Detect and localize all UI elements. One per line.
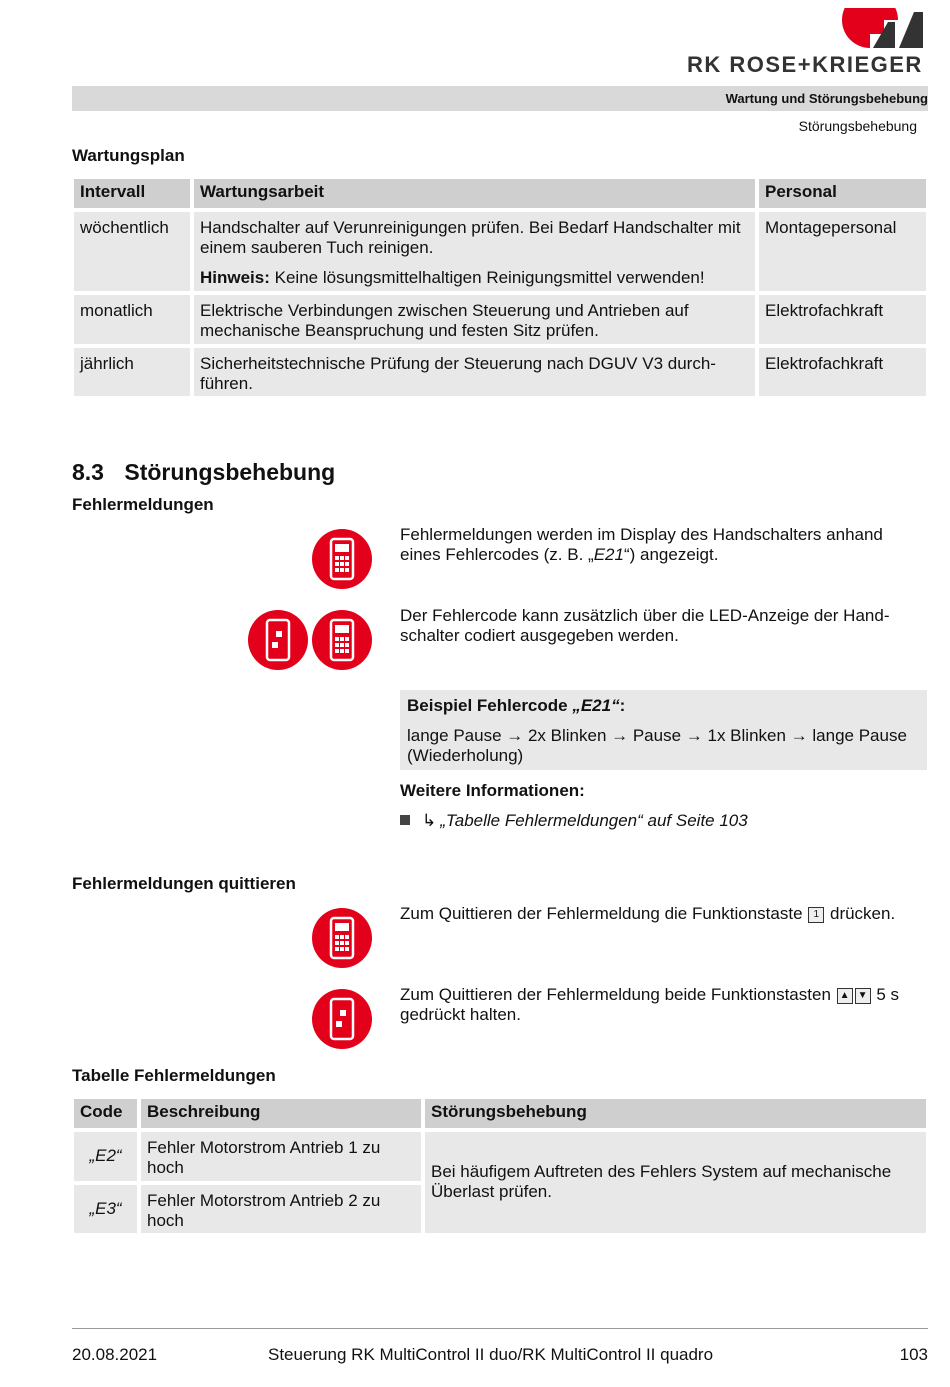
table-cell-work xyxy=(194,212,755,291)
quittieren-text-1 xyxy=(400,904,925,924)
work-text: Handschalter auf Verunreinigungen prüfen. Bei Bedarf Handschalter mit einem sauberen Tuch reinigen. xyxy=(200,218,741,257)
table-header-beschreibung: Beschreibung xyxy=(141,1099,421,1128)
handheld-display-icon xyxy=(311,528,373,590)
table-cell-interval: monatlich xyxy=(74,295,190,344)
table-cell-work: Sicherheitstechnische Prüfung der Steuerung nach DGUV V3 durch-führen. xyxy=(194,348,755,396)
table-cell-code: „E2“ xyxy=(74,1132,137,1181)
section-title: Störungsbehebung xyxy=(124,459,336,485)
handheld-display-icon xyxy=(311,907,373,969)
handheld-led-icon xyxy=(247,609,309,671)
more-info-item xyxy=(400,811,920,831)
table-header-stoerungsbehebung: Störungsbehebung xyxy=(425,1099,926,1128)
display-text xyxy=(400,525,920,565)
display-text-a: Fehlermeldungen werden im Display des Handschalters anhand eines Fehlercodes (z. B. „ xyxy=(400,525,883,564)
quittieren-text-2 xyxy=(400,985,925,1025)
header-subsection: Störungsbehebung xyxy=(798,118,917,134)
header-section: Wartung und Störungsbehebung xyxy=(725,91,928,106)
table-header-wartungsarbeit: Wartungsarbeit xyxy=(194,179,755,208)
note-label: Hinweis: xyxy=(200,268,270,287)
link-arrow-icon: ↳ xyxy=(422,811,437,830)
handheld-led-icon xyxy=(311,988,373,1050)
table-cell-interval: jährlich xyxy=(74,348,190,396)
wartungsplan-title: Wartungsplan xyxy=(72,146,185,165)
function-key-1-icon: 1 xyxy=(808,907,824,923)
key-up-icon: ▲ xyxy=(837,988,853,1004)
example-title-code: „E21“ xyxy=(572,696,620,715)
footer-document: Steuerung RK MultiControl II duo/RK MultiControl II quadro xyxy=(268,1345,714,1364)
quittieren-text-2-a: Zum Quittieren der Fehlermeldung beide Funktionstasten xyxy=(400,985,836,1004)
quittieren-title: Fehlermeldungen quittieren xyxy=(72,874,296,893)
more-info-title: Weitere Informationen: xyxy=(400,781,585,800)
table-header-personal: Personal xyxy=(759,179,926,208)
example-text: lange Pause → 2x Blinken → Pause → 1x Blinken → lange Pause (Wiederholung) xyxy=(407,726,907,765)
fehlermeldungen-title: Fehlermeldungen xyxy=(72,495,214,514)
table-cell-description: Fehler Motorstrom Antrieb 1 zu hoch xyxy=(141,1132,421,1181)
display-code: E21 xyxy=(593,545,624,564)
header-bar xyxy=(72,86,928,111)
tabelle-title: Tabelle Fehlermeldungen xyxy=(72,1066,276,1085)
table-cell-remedy: Bei häufigem Auftreten des Fehlers System auf mechanische Überlast prüfen. xyxy=(425,1132,926,1233)
table-cell-description: Fehler Motorstrom Antrieb 2 zu hoch xyxy=(141,1185,421,1233)
table-header-intervall: Intervall xyxy=(74,179,190,208)
section-number: 8.3 xyxy=(72,459,104,485)
footer-page-number: 103 xyxy=(899,1345,928,1364)
table-header-code: Code xyxy=(74,1099,137,1128)
bullet-square-icon xyxy=(400,815,410,825)
key-down-icon: ▼ xyxy=(855,988,871,1004)
example-title-a: Beispiel Fehlercode xyxy=(407,696,573,715)
handheld-display-icon xyxy=(311,609,373,671)
note-text: Keine lösungsmittelhaltigen Reinigungsmittel verwenden! xyxy=(269,268,705,287)
table-cell-personnel: Elektrofachkraft xyxy=(759,295,926,344)
example-box xyxy=(400,690,927,770)
brand-name: RK ROSE+KRIEGER xyxy=(687,52,923,77)
brand-logo xyxy=(685,8,930,78)
example-title xyxy=(407,696,920,716)
quittieren-text-1-a: Zum Quittieren der Fehlermeldung die Funktionstaste xyxy=(400,904,808,923)
logo-mark-icon xyxy=(685,8,930,52)
section-heading xyxy=(72,459,335,486)
footer-date: 20.08.2021 xyxy=(72,1345,158,1364)
table-cell-work: Elektrische Verbindungen zwischen Steuerung und Antrieben auf mechanische Beanspruchung und festen Sitz prüfen. xyxy=(194,295,755,344)
display-text-b: “) angezeigt. xyxy=(623,545,719,564)
table-cell-interval: wöchentlich xyxy=(74,212,190,291)
work-note xyxy=(200,268,749,288)
table-cell-personnel: Elektrofachkraft xyxy=(759,348,926,396)
cross-reference-link[interactable]: „Tabelle Fehlermeldungen“ auf Seite 103 xyxy=(440,811,748,830)
table-cell-personnel: Montagepersonal xyxy=(759,212,926,291)
quittieren-text-1-b: drücken. xyxy=(825,904,896,923)
quittieren-text-2-b: 5 s gedrückt halten. xyxy=(400,985,900,1024)
table-cell-code: „E3“ xyxy=(74,1185,137,1233)
example-title-b: : xyxy=(619,696,626,715)
footer-divider xyxy=(72,1328,928,1329)
led-text: Der Fehlercode kann zusätzlich über die LED-Anzeige der Hand-schalter codiert ausgegeben werden. xyxy=(400,606,890,645)
